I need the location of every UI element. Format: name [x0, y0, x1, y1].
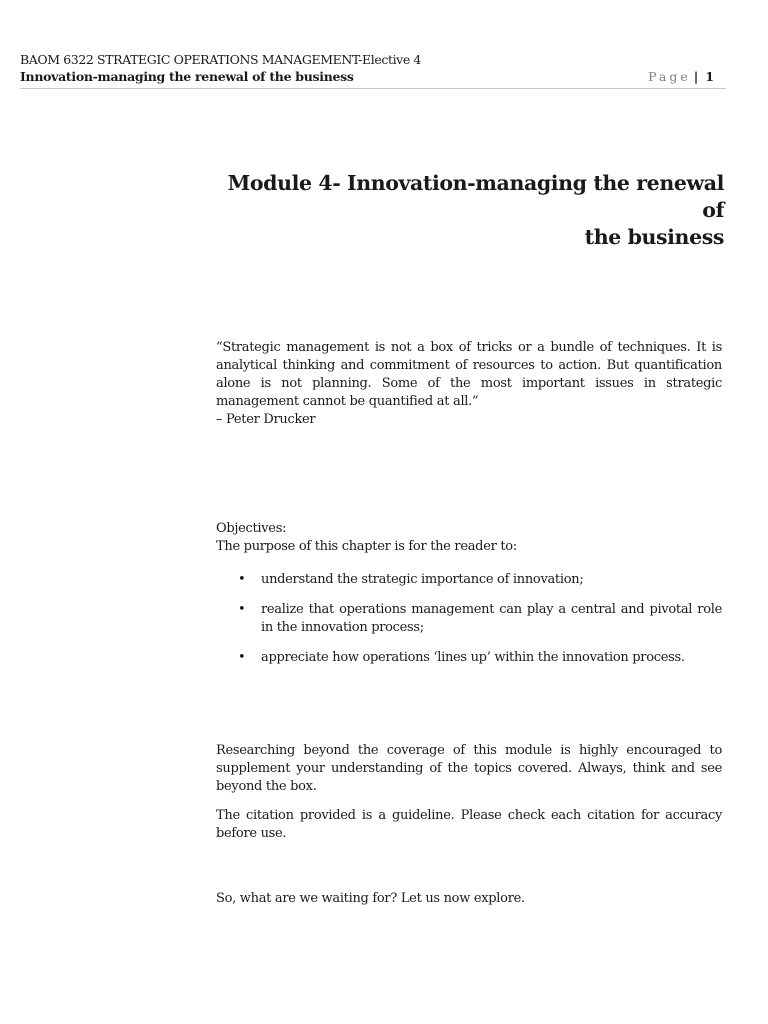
objectives-intro: The purpose of this chapter is for the reader to:: [216, 539, 517, 554]
bullet-icon: •: [238, 572, 246, 587]
quote-attribution: – Peter Drucker: [216, 412, 316, 427]
objective-item: [216, 571, 722, 589]
objective-text: understand the strategic importance of innovation;: [261, 572, 584, 587]
objective-text: realize that operations management can play a central and pivotal role in the innovation process;: [261, 602, 722, 635]
quote-text: “Strategic management is not a box of tricks or a bundle of techniques. It is analytical thinking and commitment of resources to action. But quantification alone is not planning. Some of the most important issues in strategic management cannot be quantified at all.”: [216, 340, 722, 409]
objective-item: [216, 649, 722, 667]
objectives-section: [216, 520, 722, 679]
module-title: [216, 170, 724, 251]
header-topic: Innovation-managing the renewal of the business: [20, 69, 354, 84]
objectives-list: [216, 571, 722, 667]
page-separator: |: [693, 69, 699, 84]
objective-item: [216, 601, 722, 637]
drucker-quote: [216, 339, 722, 429]
closing-text: So, what are we waiting for? Let us now explore.: [216, 891, 525, 906]
objective-text: appreciate how operations ‘lines up’ within the innovation process.: [261, 650, 685, 665]
module-title-line1: Module 4- Innovation-managing the renewal of: [227, 171, 724, 222]
objectives-heading: Objectives:: [216, 521, 287, 536]
page-header: [20, 52, 726, 89]
closing-line: [216, 890, 722, 908]
bullet-icon: •: [238, 602, 246, 617]
research-paragraph: Researching beyond the coverage of this module is highly encouraged to supplement your understanding of the topics covered. Always, think and see beyond the box.: [216, 743, 722, 794]
page-indicator: [648, 69, 714, 84]
citation-paragraph: The citation provided is a guideline. Please check each citation for accuracy before use.: [216, 808, 722, 841]
page-number: 1: [705, 69, 714, 84]
module-title-line2: the business: [584, 225, 724, 249]
research-note: [216, 742, 722, 854]
bullet-icon: •: [238, 650, 246, 665]
page-label: Page: [648, 69, 691, 84]
course-title: BAOM 6322 STRATEGIC OPERATIONS MANAGEMENT-Elective 4: [20, 52, 421, 67]
